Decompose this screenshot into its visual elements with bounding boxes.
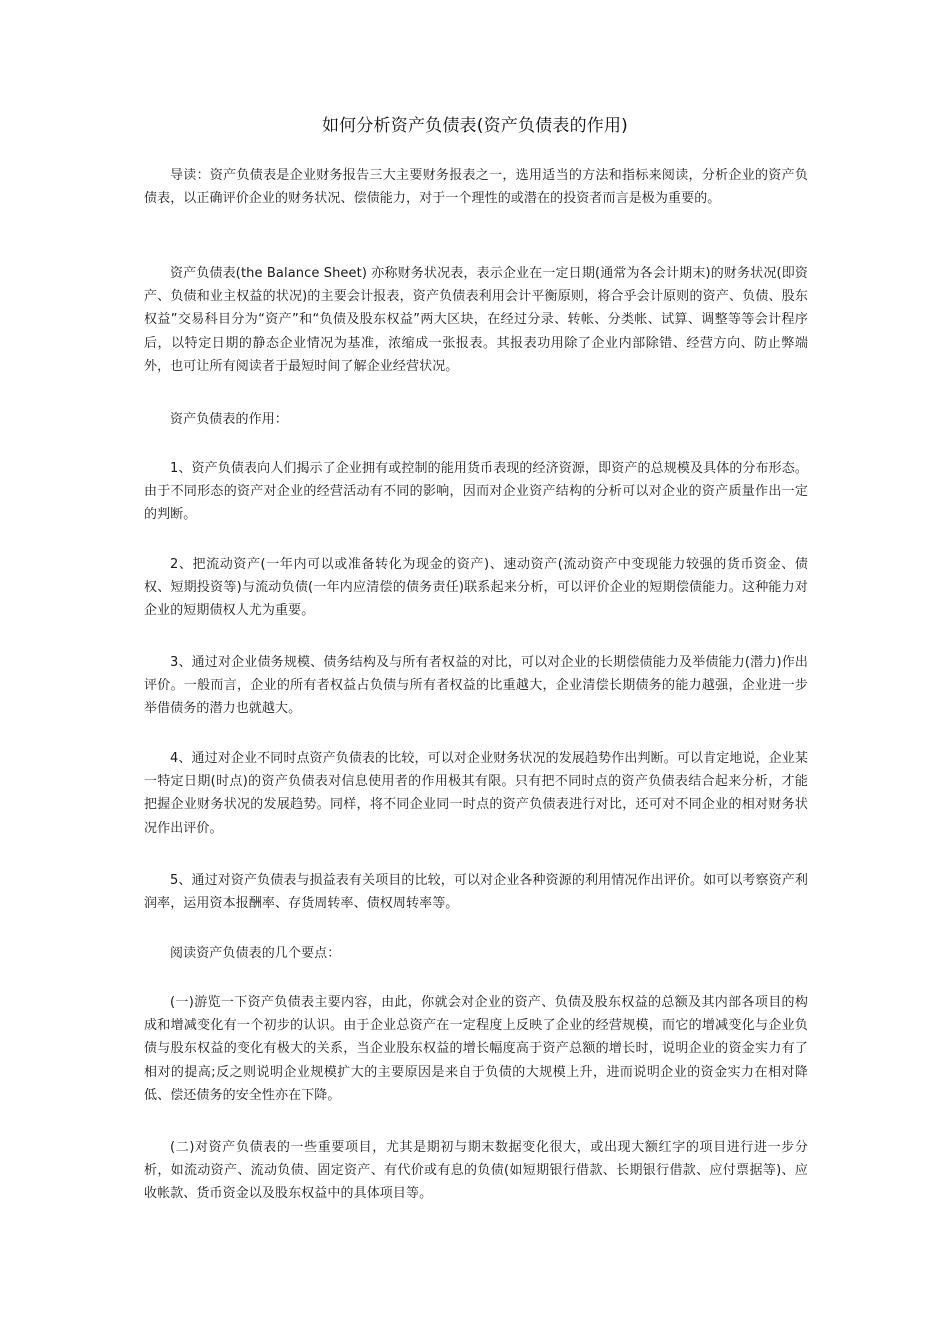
- paragraph-function-3: 3、通过对企业债务规模、债务结构及与所有者权益的对比，可以对企业的长期偿债能力及举债能力(潜力)作出评价。一般而言，企业的所有者权益占负债与所有者权益的比重越大，企业清偿长期债务的能力越强，企业进一步举借债务的潜力也就越大。: [144, 655, 808, 717]
- paragraph-function-1: 1、资产负债表向人们揭示了企业拥有或控制的能用货币表现的经济资源，即资产的总规模及具体的分布形态。由于不同形态的资产对企业的经营活动有不同的影响，因而对企业资产结构的分析可以对企业的资产质量作出一定的判断。: [144, 461, 808, 523]
- paragraph-point-2: (二)对资产负债表的一些重要项目，尤其是期初与期末数据变化很大，或出现大额红字的项目进行进一步分析，如流动资产、流动负债、固定资产、有代价或有息的负债(如短期银行借款、长期银行借款、应付票据等)、应收帐款、货币资金以及股东权益中的具体项目等。: [144, 1140, 808, 1202]
- paragraph-function-5: 5、通过对资产负债表与损益表有关项目的比较，可以对企业各种资源的利用情况作出评价。如可以考察资产利润率，运用资本报酬率、存货周转率、债权周转率等。: [144, 873, 808, 912]
- paragraph-point-1: (一)游览一下资产负债表主要内容，由此，你就会对企业的资产、负债及股东权益的总额及其内部各项目的构成和增减变化有一个初步的认识。由于企业总资产在一定程度上反映了企业的经营规模，而它的增减变化与企业负债与股东权益的变化有极大的关系，当企业股东权益的增长幅度高于资产总额的增长时，说明企业的资金实力有了相对的提高;反之则说明企业规模扩大的主要原因是来自于负债的大规模上升，进而说明企业的资金实力在相对降低、偿还债务的安全性亦在下降。: [144, 995, 808, 1103]
- paragraph-definition: 资产负债表(the Balance Sheet) 亦称财务状况表，表示企业在一定日期(通常为各会计期末)的财务状况(即资产、负债和业主权益的状况)的主要会计报表，资产负债表利用会计平衡原则，将合乎会计原则的资产、负债、股东权益”交易科目分为“资产”和“负债及股东权益”两大区块，在经过分录、转帐、分类帐、试算、调整等等会计程序后，以特定日期的静态企业情况为基准，浓缩成一张报表。其报表功用除了企业内部除错、经营方向、防止弊端外，也可让所有阅读者于最短时间了解企业经营状况。: [144, 266, 808, 374]
- paragraph-function-4: 4、通过对企业不同时点资产负债表的比较，可以对企业财务状况的发展趋势作出判断。可以肯定地说，企业某一特定日期(时点)的资产负债表对信息使用者的作用极其有限。只有把不同时点的资产负债表结合起来分析，才能把握企业财务状况的发展趋势。同样，将不同企业同一时点的资产负债表进行对比，还可对不同企业的相对财务状况作出评价。: [144, 751, 808, 836]
- paragraph-function-2: 2、把流动资产(一年内可以或准备转化为现金的资产)、速动资产(流动资产中变现能力较强的货币资金、债权、短期投资等)与流动负债(一年内应清偿的债务责任)联系起来分析，可以评价企业的短期偿债能力。这种能力对企业的短期债权人尤为重要。: [144, 557, 808, 619]
- section-heading-functions: 资产负债表的作用：: [170, 412, 288, 427]
- section-heading-reading-points: 阅读资产负债表的几个要点：: [170, 946, 341, 961]
- document-title: 如何分析资产负债表(资产负债表的作用): [321, 116, 629, 136]
- paragraph-intro: 导读：资产负债表是企业财务报告三大主要财务报表之一，选用适当的方法和指标来阅读，分析企业的资产负债表，以正确评价企业的财务状况、偿债能力，对于一个理性的或潜在的投资者而言是极为重要的。: [144, 168, 808, 207]
